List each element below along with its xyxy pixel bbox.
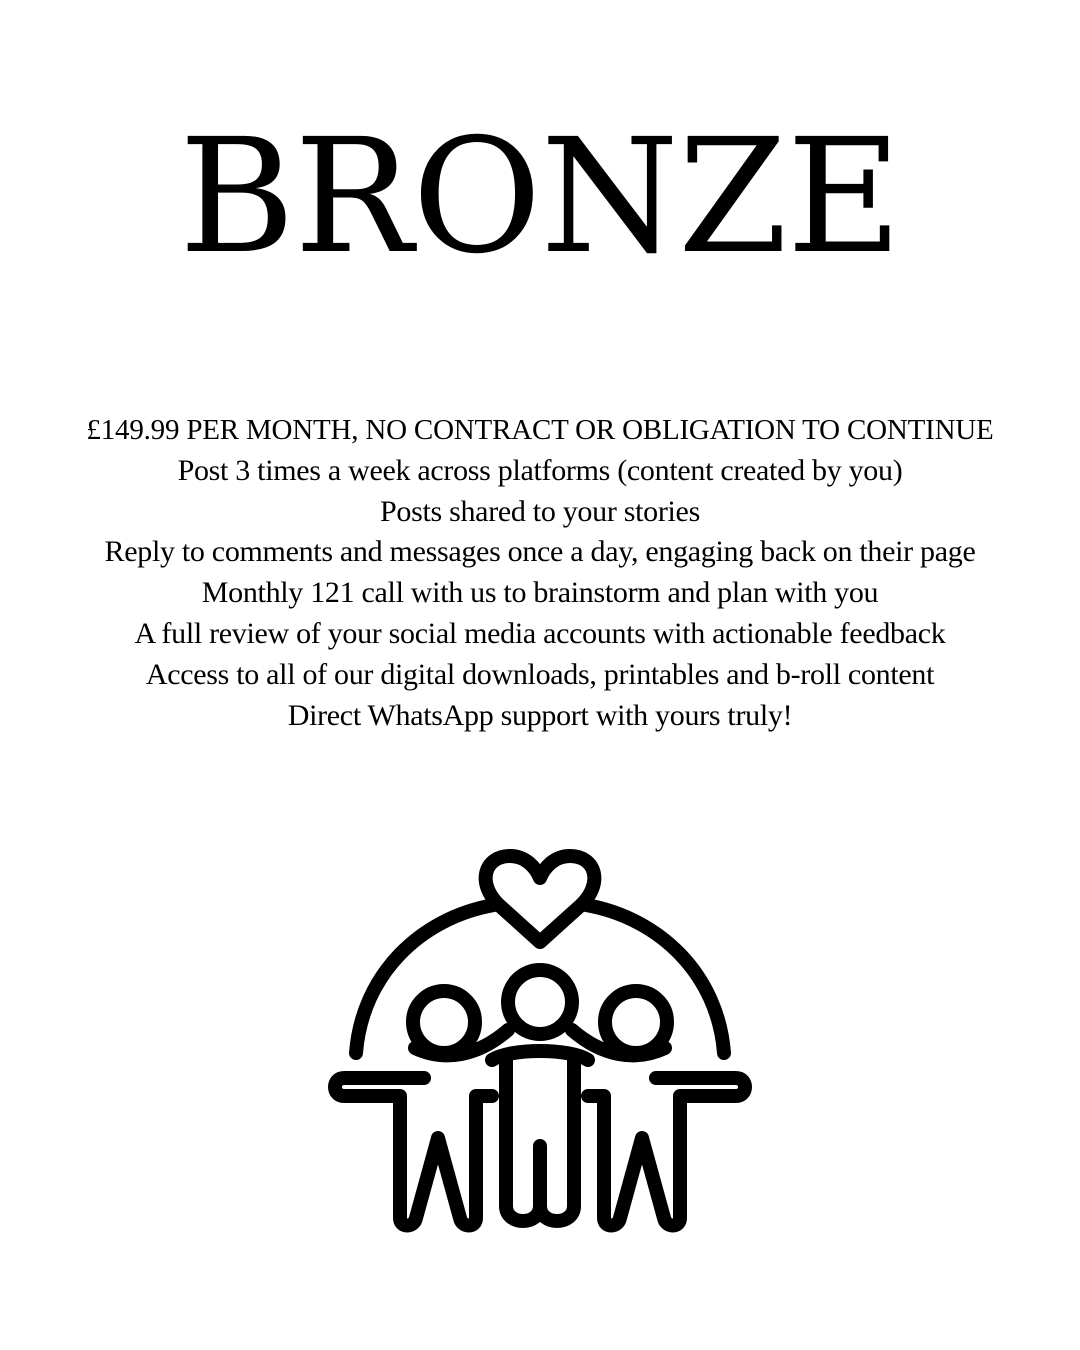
- plan-title: BRONZE: [179, 105, 901, 289]
- shoulder-line: [492, 1051, 588, 1060]
- plan-price-line: £149.99 PER MONTH, NO CONTRACT OR OBLIGATION TO CONTINUE: [86, 414, 994, 446]
- feature-item: Posts shared to your stories: [380, 494, 700, 528]
- body-left: [335, 1078, 492, 1226]
- feature-item: A full review of your social media accounts with actionable feedback: [134, 616, 946, 650]
- feature-item: Monthly 121 call with us to brainstorm and plan with you: [201, 576, 879, 610]
- head-center: [508, 970, 572, 1034]
- feature-item: Access to all of our digital downloads, printables and b-roll content: [145, 657, 935, 691]
- family-heart-icon: [300, 830, 780, 1250]
- plan-feature-list: [20, 410, 1060, 736]
- feature-item: Post 3 times a week across platforms (content created by you): [177, 453, 903, 487]
- feature-item: Reply to comments and messages once a day, engaging back on their page: [104, 535, 976, 569]
- heart-icon: [486, 856, 595, 942]
- body-right: [588, 1078, 745, 1226]
- feature-item: Direct WhatsApp support with yours truly!: [287, 698, 793, 732]
- body-center: [506, 1060, 574, 1221]
